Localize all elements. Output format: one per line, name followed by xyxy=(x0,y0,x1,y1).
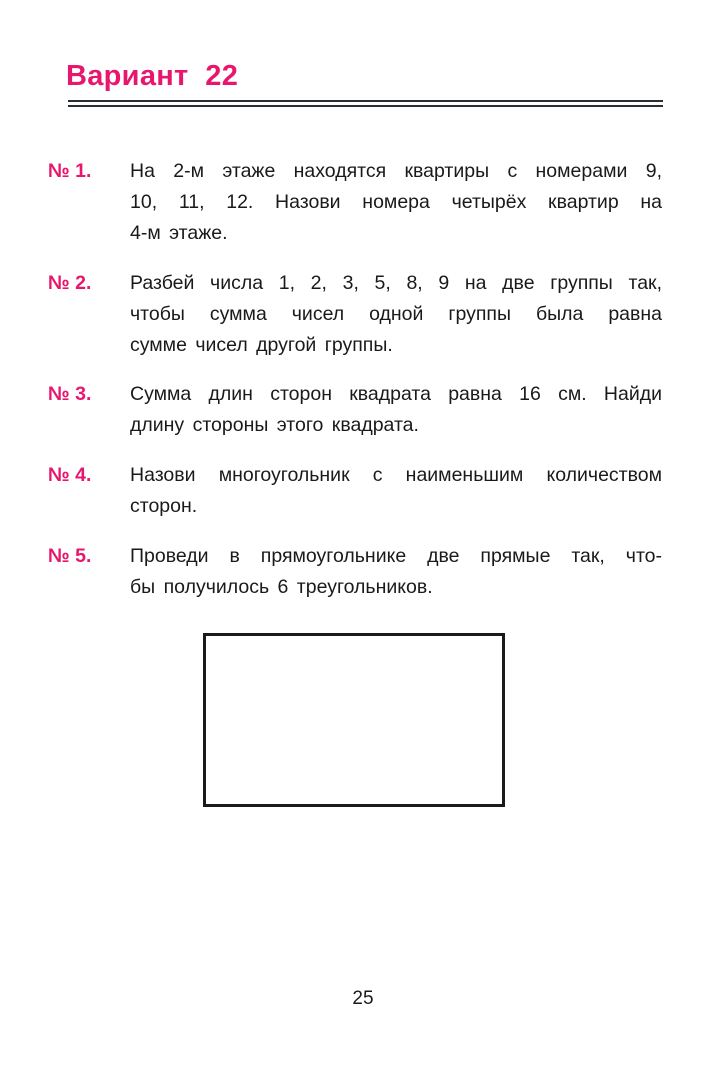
title-divider-bottom xyxy=(68,105,663,107)
rectangle-figure xyxy=(203,633,505,807)
problem-text xyxy=(130,156,662,249)
problem-text-line: сторон. xyxy=(130,495,198,517)
page-number: 25 xyxy=(352,988,374,1009)
problem-text xyxy=(130,541,662,603)
problem-text-line: Проведи в прямоугольнике две прямые так, что- xyxy=(130,545,662,567)
problem-number: № 3. xyxy=(48,383,92,405)
problem-text-line: чтобы сумма чисел одной группы была равна xyxy=(130,303,662,325)
problem-text xyxy=(130,268,662,361)
problem-number: № 4. xyxy=(48,464,92,486)
problem-text-line: На 2-м этаже находятся квартиры с номерами 9, xyxy=(130,160,662,182)
problem-text-line: длину стороны этого квадрата. xyxy=(130,414,419,436)
problem-text-line: сумме чисел другой группы. xyxy=(130,334,393,356)
problem-text-line: 4-м этаже. xyxy=(130,222,228,244)
problem-number: № 2. xyxy=(48,272,92,294)
problem-text-line: Сумма длин сторон квадрата равна 16 см. Найди xyxy=(130,383,662,405)
problem-text-line: Назови многоугольник с наименьшим количеством xyxy=(130,464,662,486)
variant-title: Вариант 22 xyxy=(66,60,239,92)
problem-text xyxy=(130,379,662,441)
problem-text-line: бы получилось 6 треугольников. xyxy=(130,576,433,598)
problem-text-line: Разбей числа 1, 2, 3, 5, 8, 9 на две группы так, xyxy=(130,272,662,294)
problem-number: № 5. xyxy=(48,545,92,567)
problem-text-line: 10, 11, 12. Назови номера четырёх квартир на xyxy=(130,191,662,213)
problem-text xyxy=(130,460,662,522)
problem-number: № 1. xyxy=(48,160,92,182)
title-divider-top xyxy=(68,100,663,102)
